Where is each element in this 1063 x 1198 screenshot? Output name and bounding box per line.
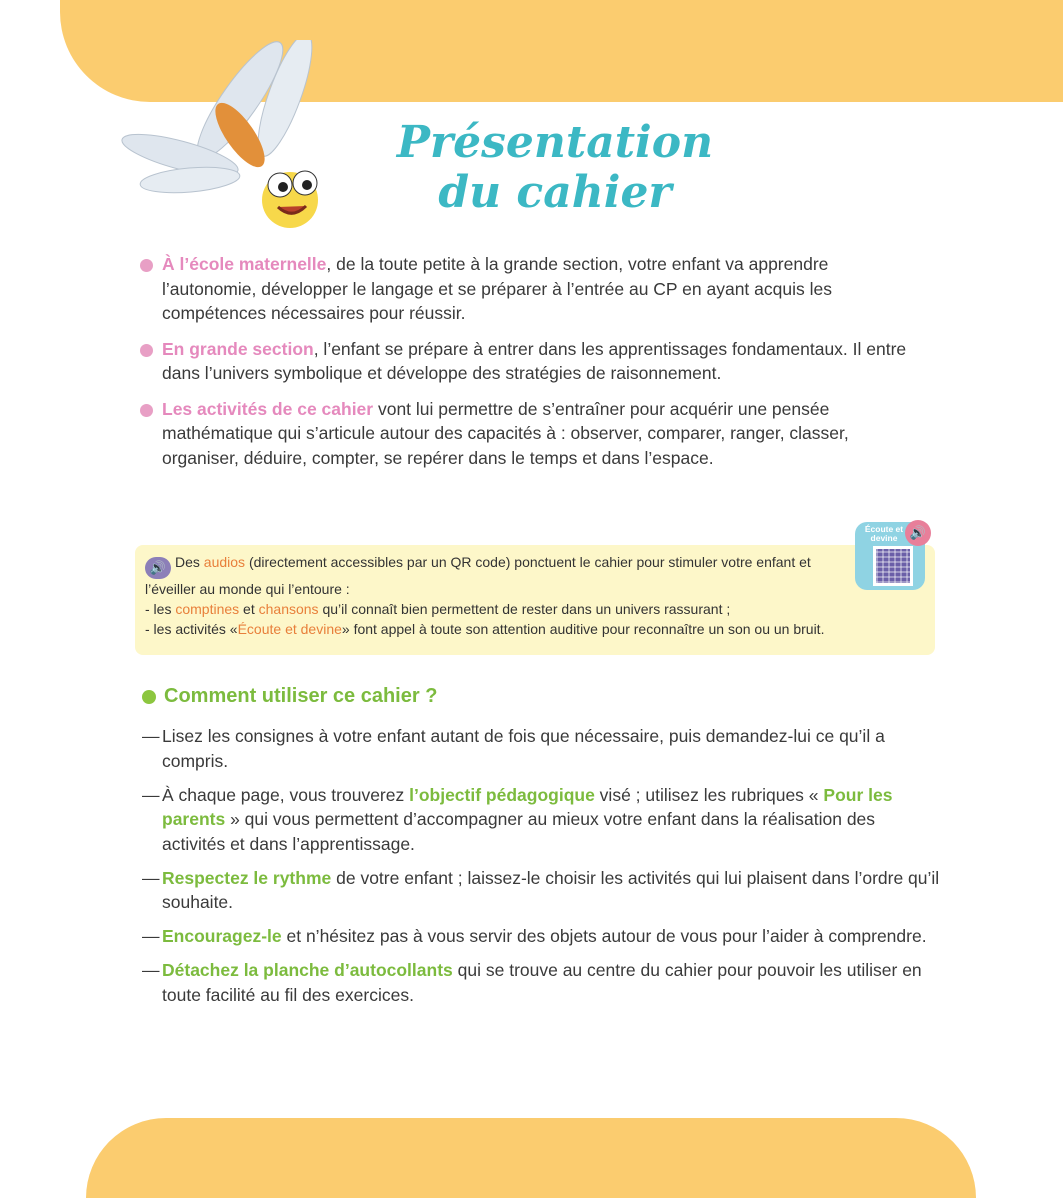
audio-text-part: (directement accessibles par un QR code) ponctuent le cahier pour stimuler votre enfant et l’éveiller au monde qui l’entoure : [145,554,811,597]
intro-item [140,397,920,471]
how-item-text: À chaque page, vous trouverez [162,784,410,805]
intro-highlight: Les activités de ce cahier [162,398,374,419]
audio-text-part: - les [145,601,176,617]
title-line-2: du cahier [438,167,672,218]
dash-marker: — [142,926,160,946]
intro-text: vont lui permettre de s’entraîner pour acquérir une pensée mathématique qui s’articule autour des capacités à : observer, comparer, ranger, classer, organiser, déduire, compter, se repérer dans le temps et dans l’espace. [162,398,849,468]
how-highlight: Détachez la planche d’autocollants [162,960,453,980]
page-title [380,118,730,218]
how-highlight: Respectez le rythme [162,867,332,888]
dragonfly-mascot-illustration [120,40,360,230]
pink-bullet-icon [140,404,153,417]
how-item-text: et n’hésitez pas à vous servir des objets autour de vous pour l’aider à comprendre. [281,926,927,946]
intro-text: , de la toute petite à la grande section, votre enfant va apprendre l’autonomie, développer le langage et se préparer à l’entrée au CP en ayant acquis les compétences nécessaires pour réussir. [162,254,832,323]
how-item [140,866,940,915]
audio-paragraph [145,552,865,599]
intro-item [140,252,920,326]
how-item-text: de votre enfant ; laissez-le choisir les activités qui lui plaisent dans l’ordre qu’il souhaite. [162,867,940,912]
how-item-text: Lisez les consignes à votre enfant autant de fois que nécessaire, puis demandez-lui ce qu’il a compris. [162,726,885,771]
qr-code-badge[interactable] [855,522,925,590]
dash-marker: — [142,726,160,746]
dash-marker: — [142,867,160,888]
how-item-text: qui se trouve au centre du cahier pour pouvoir les utiliser en toute facilité au fil des exercices. [162,960,922,1005]
audio-highlight: comptines [175,601,240,617]
how-highlight: Encouragez-le [162,926,282,946]
audio-text-part: qu’il connaît bien permettent de rester dans un univers rassurant ; [318,601,731,617]
how-heading [140,682,940,710]
how-to-use-section [140,682,940,1017]
qr-badge-label: Écoute et devine [864,524,904,543]
pink-bullet-icon [140,259,153,272]
how-item [140,924,940,949]
speaker-icon: 🔊 [145,557,171,579]
how-item [140,724,940,773]
intro-section [140,252,920,481]
audio-text-part: et [239,601,259,617]
intro-highlight: En grande section [162,338,314,359]
qr-code-icon[interactable] [873,546,913,586]
how-heading-text: Comment utiliser ce cahier ? [164,685,438,707]
audio-highlight: Écoute et devine [237,621,342,637]
intro-item [140,337,920,386]
sound-icon: 🔊 [905,520,931,546]
how-item [140,783,940,857]
intro-text: , l’enfant se prépare à entrer dans les apprentissages fondamentaux. Il entre dans l’univers symbolique et développe des stratégies de raisonnement. [162,338,907,383]
audio-line [145,599,865,619]
audio-highlight: audios [203,554,246,570]
dash-marker: — [142,784,160,805]
how-item [140,958,940,1007]
how-item-text: visé ; utilisez les rubriques « [594,784,824,805]
how-item-text: » qui vous permettent d’accompagner au mieux votre enfant dans la réalisation des activités et dans l’apprentissage. [162,809,876,854]
bottom-decorative-band [86,1118,976,1198]
pink-bullet-icon [140,344,153,357]
title-line-1: Présentation [396,117,714,168]
how-highlight: l’objectif pédagogique [409,784,595,805]
audio-text-part: - les activités « [145,621,238,637]
dash-marker: — [142,960,160,980]
audio-info-text [145,552,865,639]
audio-info-box [135,545,935,655]
intro-highlight: À l’école maternelle [162,254,327,274]
how-highlight: Pour les parents [162,784,893,829]
audio-line [145,619,865,639]
green-bullet-icon [142,690,156,704]
audio-highlight: chansons [258,601,319,617]
audio-text-part: Des [175,554,204,570]
audio-text-part: » font appel à toute son attention auditive pour reconnaître un son ou un bruit. [341,621,825,637]
